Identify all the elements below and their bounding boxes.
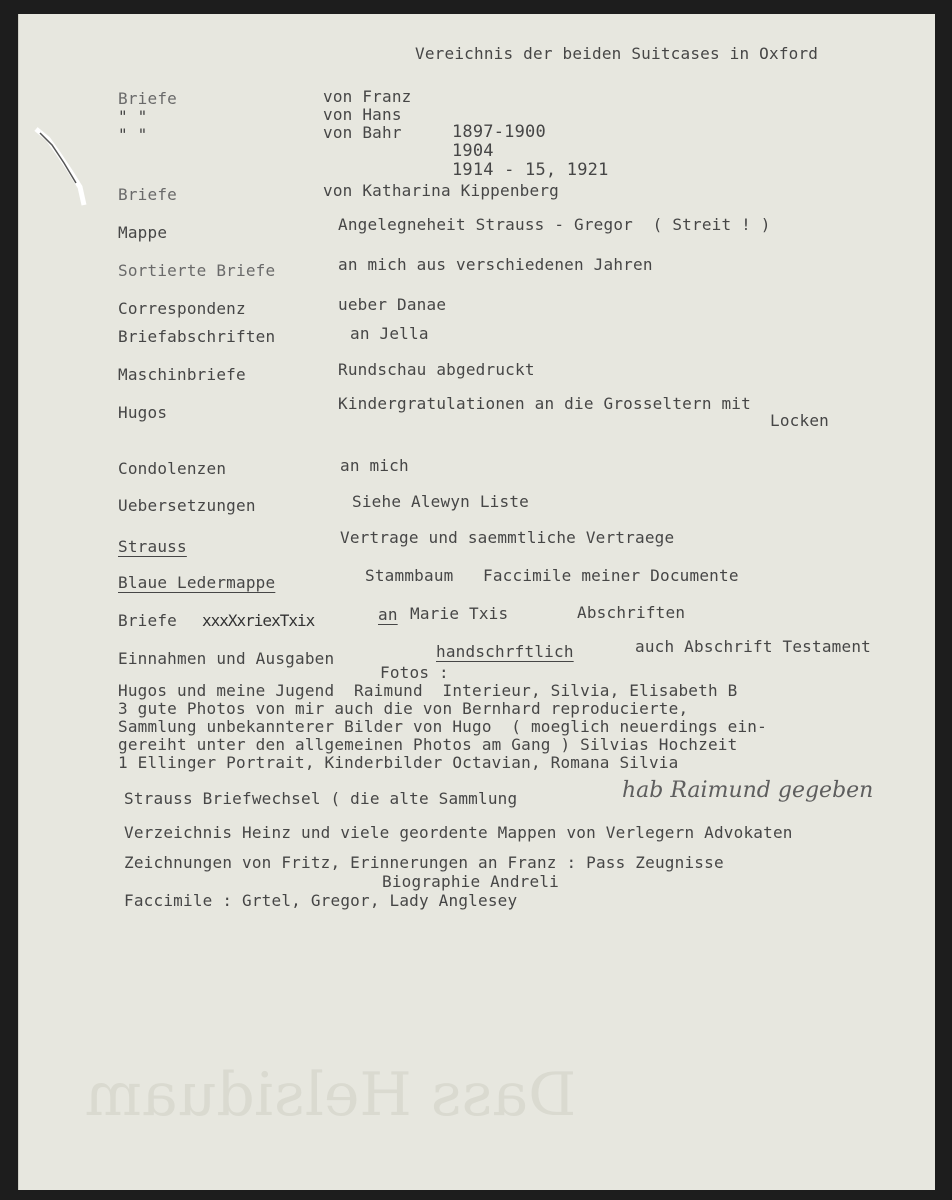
fotos-heading: Fotos : [380, 663, 449, 682]
label-mappe: Mappe [118, 223, 168, 242]
handwritten-note: hab Raimund gegeben [622, 778, 874, 803]
label-strauss: Strauss [118, 537, 187, 556]
value-briefe-1: von Franz [323, 87, 412, 106]
value-hugos: Kindergratulationen an die Grosseltern mit [338, 394, 751, 413]
years-2: 1904 [452, 141, 494, 161]
verzeichnis-line: Verzeichnis Heinz und viele geordente Mappen von Verlegern Advokaten [124, 823, 793, 842]
underlined-handschriftlich: handschrftlich [436, 642, 574, 661]
label-briefe-2: Briefe [118, 185, 177, 204]
years-3: 1914 - 15, 1921 [452, 160, 609, 180]
value-maschinbriefe: Rundschau abgedruckt [338, 360, 535, 379]
value-briefabschriften: an Jella [350, 324, 429, 343]
label-briefe-3: Briefe [118, 611, 177, 630]
zeichnungen-line: Zeichnungen von Fritz, Erinnerungen an Franz : Pass Zeugnisse [124, 853, 724, 872]
value-uebersetzungen: Siehe Alewyn Liste [352, 492, 529, 511]
label-uebersetzungen: Uebersetzungen [118, 496, 256, 515]
fotos-line-2: 3 gute Photos von mir auch die von Bernhard reproducierte, [118, 699, 689, 718]
value-mappe: Angelegneheit Strauss - Gregor ( Streit ! ) [338, 215, 771, 234]
fotos-line-4: gereiht unter den allgemeinen Photos am Gang ) Silvias Hochzeit [118, 735, 738, 754]
years-1: 1897-1900 [452, 122, 546, 142]
value-einnahmen: auch Abschrift Testament [635, 637, 871, 656]
value-strauss: Vertrage und saemmtliche Vertraege [340, 528, 675, 547]
label-correspondenz: Correspondenz [118, 299, 246, 318]
label-blaue-ledermappe: Blaue Ledermappe [118, 573, 276, 592]
label-condolenzen: Condolenzen [118, 459, 227, 478]
fotos-line-1: Hugos und meine Jugend Raimund Interieur, Silvia, Elisabeth B [118, 681, 738, 700]
value-briefe-3: Marie Txis [410, 604, 509, 623]
label-hugos: Hugos [118, 403, 168, 422]
value-sortierte: an mich aus verschiedenen Jahren [338, 255, 653, 274]
fotos-line-5: 1 Ellinger Portrait, Kinderbilder Octavian, Romana Silvia [118, 753, 679, 772]
value-hugos-2: Locken [770, 411, 829, 430]
value-blaue-ledermappe: Stammbaum Faccimile meiner Documente [365, 566, 739, 585]
value-condolenzen: an mich [340, 456, 409, 475]
label-einnahmen: Einnahmen und Ausgaben [118, 649, 335, 668]
value-correspondenz: ueber Danae [338, 295, 447, 314]
value-ditto-1: von Hans [323, 105, 402, 124]
biographie-line: Biographie Andreli [382, 872, 559, 891]
label-briefabschriften: Briefabschriften [118, 327, 276, 346]
strauss-briefwechsel: Strauss Briefwechsel ( die alte Sammlung [124, 789, 518, 808]
label-maschinbriefe: Maschinbriefe [118, 365, 246, 384]
bleed-through-mark: Dass Helsiduam [85, 1060, 577, 1130]
struck-text: xxxXxriexTxix [202, 611, 315, 630]
label-briefe-1: Briefe [118, 89, 177, 108]
label-sortierte: Sortierte Briefe [118, 261, 276, 280]
label-ditto-1: " " [118, 107, 148, 126]
label-ditto-2: " " [118, 125, 148, 144]
value-briefe-3-extra: Abschriften [577, 603, 686, 622]
document-title: Vereichnis der beiden Suitcases in Oxford [415, 44, 819, 63]
value-briefe-2: von Katharina Kippenberg [323, 181, 559, 200]
faccimile-line: Faccimile : Grtel, Gregor, Lady Anglesey [124, 891, 518, 910]
value-ditto-2: von Bahr [323, 123, 402, 142]
underlined-an: an [378, 605, 398, 624]
fotos-line-3: Sammlung unbekannterer Bilder von Hugo ( moeglich neuerdings ein- [118, 717, 767, 736]
